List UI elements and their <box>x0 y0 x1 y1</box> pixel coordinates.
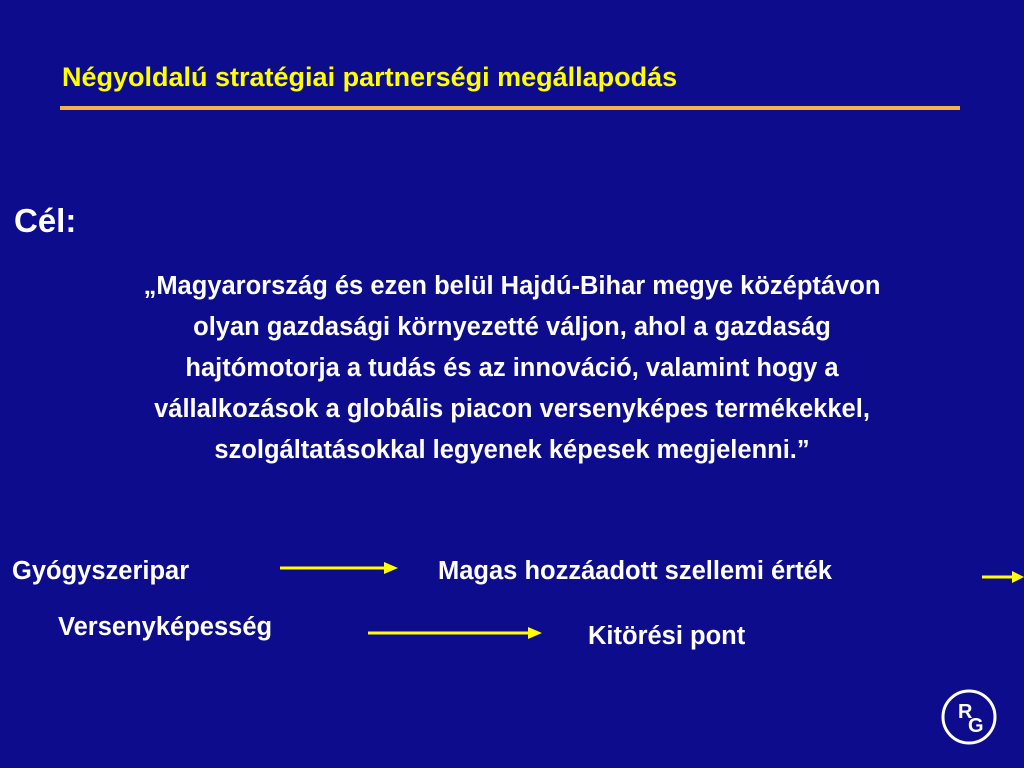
quote-line: olyan gazdasági környezetté váljon, ahol a gazdaság <box>193 313 831 341</box>
right-arrow-icon <box>980 568 1024 586</box>
quote-line: hajtómotorja a tudás és az innováció, valamint hogy a <box>185 354 839 382</box>
quote-line: szolgáltatásokkal legyenek képesek megjelenni.” <box>214 436 810 464</box>
logo-letter-r: R <box>958 701 973 723</box>
flow-row1-target: Magas hozzáadott szellemi érték <box>438 557 832 585</box>
right-arrow-icon <box>366 624 546 642</box>
slide-title: Négyoldalú stratégiai partnerségi megállapodás <box>62 62 678 92</box>
title-underline <box>60 106 960 110</box>
flow-row2-target: Kitörési pont <box>588 622 746 650</box>
quote-line: vállalkozások a globális piacon versenyképes termékekkel, <box>154 395 870 423</box>
flow-row1-source: Gyógyszeripar <box>12 557 190 585</box>
goal-quote <box>8 266 1016 471</box>
flow-row2-source: Versenyképesség <box>58 613 273 641</box>
goal-heading: Cél: <box>14 202 77 239</box>
right-arrow-icon <box>278 559 402 577</box>
logo-letter-g: G <box>968 715 984 737</box>
rg-logo-icon <box>940 688 998 746</box>
quote-line: „Magyarország és ezen belül Hajdú-Bihar megye középtávon <box>143 272 881 300</box>
